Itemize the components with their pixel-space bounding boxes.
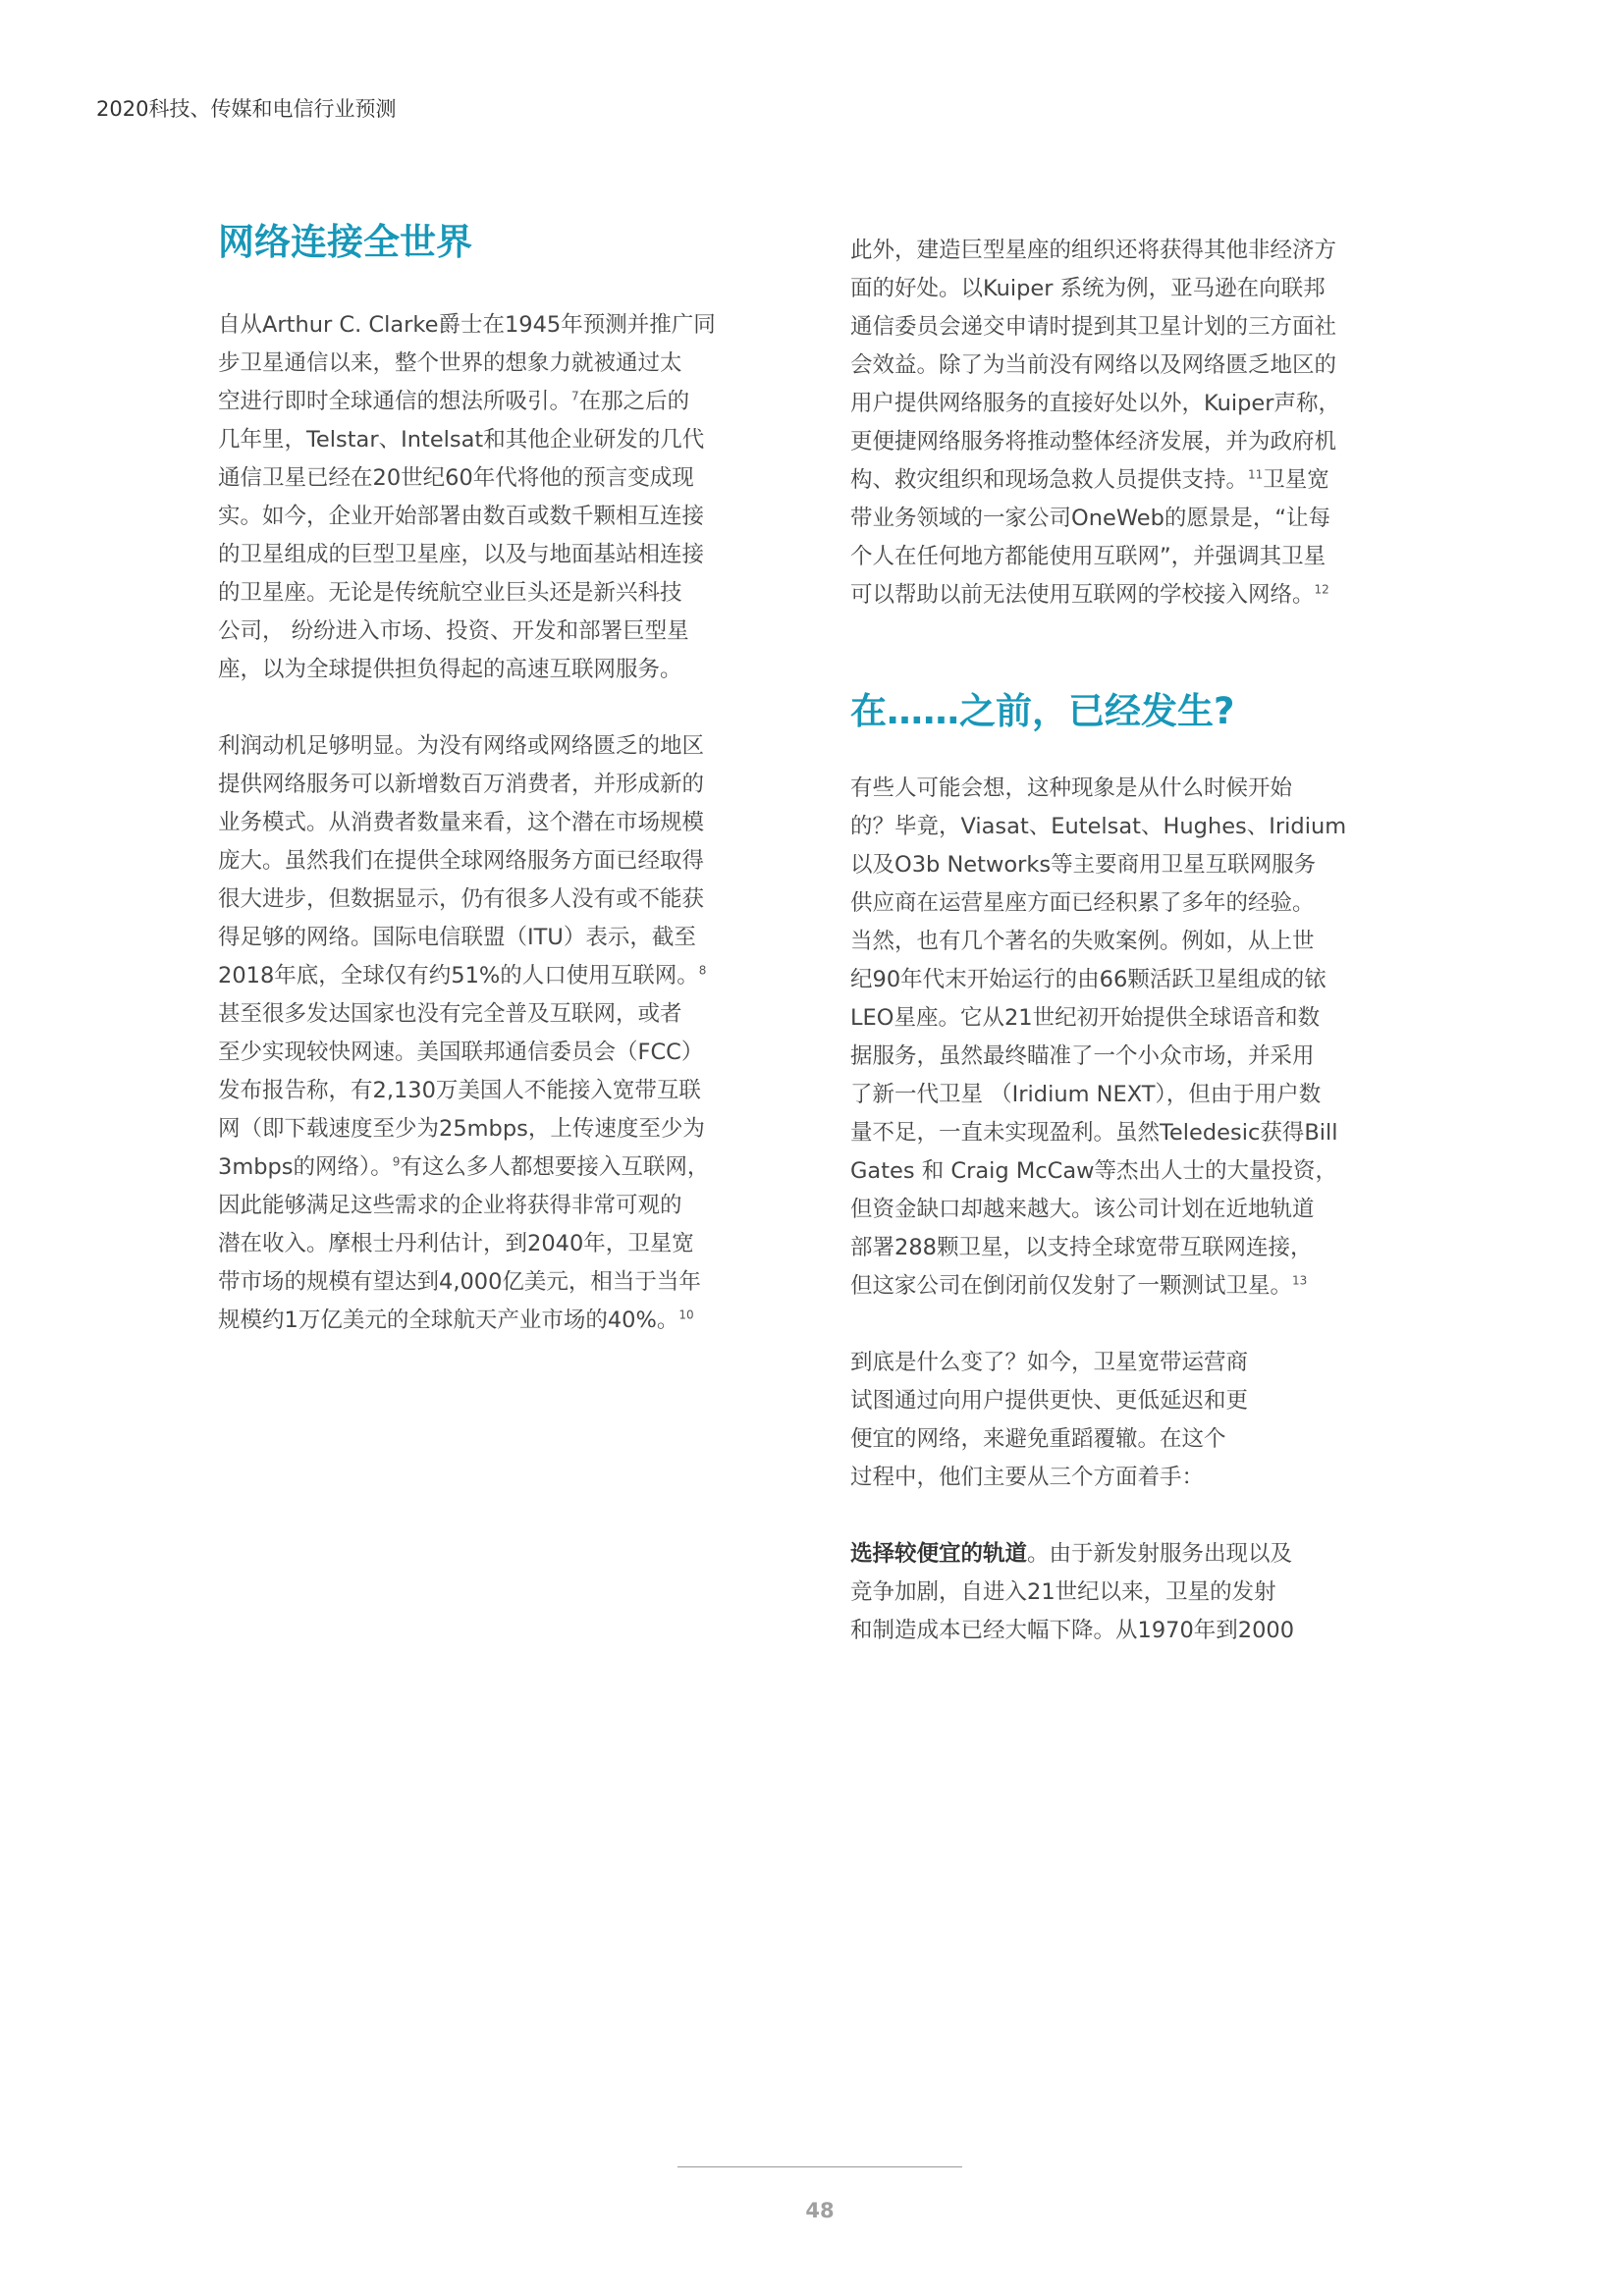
section-gap [850,614,1420,687]
text-line: 很大进步，但数据显示，仍有很多人没有或不能获 [218,886,705,912]
text-line: Gates 和 Craig McCaw等杰出人士的大量投资， [850,1158,1338,1184]
left-paragraph-2 [218,727,787,1340]
footnote-ref: 12 [1314,582,1329,597]
text-line: 几年里，Telstar、Intelsat和其他企业研发的几代 [218,427,705,453]
text-line: LEO星座。它从21世纪初开始提供全球语音和数 [850,1005,1321,1031]
footnote-ref: 9 [392,1154,401,1169]
text-span: 3mbps的网络）。 [218,1154,393,1180]
text-span: 。由于新发射服务出现以及 [1027,1541,1293,1567]
text-line: 以及O3b Networks等主要商用卫星互联网服务 [850,852,1317,878]
text-line: 用户提供网络服务的直接好处以外，Kuiper声称， [850,391,1341,416]
text-span: 空进行即时全球通信的想法所吸引。 [218,389,572,414]
text-line: 网（即下载速度至少为25mbps，上传速度至少为 [218,1116,705,1142]
text-line: 试图通过向用户提供更快、更低延迟和更 [850,1388,1249,1414]
text-line [850,461,1420,500]
text-span: 2018年底，全球仅有约51%的人口使用互联网。 [218,963,699,988]
right-paragraph-1 [850,232,1420,614]
right-paragraph-4 [850,1535,1420,1650]
text-line [218,1148,787,1187]
footer-divider [677,2166,962,2167]
section-heading-connect-world: 网络连接全世界 [218,221,472,263]
paragraph-gap [218,689,787,727]
text-line: 个人在任何地方都能使用互联网”，并强调其卫星 [850,544,1326,569]
text-span: 在那之后的 [578,389,690,414]
text-line: 带市场的规模有望达到4,000亿美元，相当于当年 [218,1269,701,1295]
text-span: 规模约1万亿美元的全球航天产业市场的40%。 [218,1308,679,1333]
footnote-ref: 7 [571,389,579,403]
text-line: 的？毕竟，Viasat、Eutelsat、Hughes、Iridium [850,814,1347,839]
running-header-title: 2020科技、传媒和电信行业预测 [96,97,397,121]
text-line: 据服务，虽然最终瞄准了一个小众市场，并采用 [850,1043,1315,1069]
text-line: 得足够的网络。国际电信联盟（ITU）表示，截至 [218,925,696,950]
left-column [218,218,787,1340]
text-line: 此外，建造巨型星座的组织还将获得其他非经济方 [850,238,1337,263]
text-line: 的卫星组成的巨型卫星座，以及与地面基站相连接 [218,542,705,567]
text-line: 步卫星通信以来，整个世界的想象力就被通过太 [218,350,682,376]
text-line: 自从Arthur C. Clarke爵士在1945年预测并推广同 [218,312,716,338]
text-line [218,1302,787,1340]
text-line: 甚至很多发达国家也没有完全普及互联网，或者 [218,1001,682,1027]
text-line: 供应商在运营星座方面已经积累了多年的经验。 [850,890,1315,916]
text-line: 座，以为全球提供担负得起的高速互联网服务。 [218,657,682,682]
text-line: 当然，也有几个著名的失败案例。例如，从上世 [850,929,1315,954]
right-paragraph-3 [850,1344,1420,1497]
text-line: 部署288颗卫星，以支持全球宽带互联网连接， [850,1235,1313,1260]
text-line: 公司， 纷纷进入市场、投资、开发和部署巨型星 [218,618,689,644]
text-line: 因此能够满足这些需求的企业将获得非常可观的 [218,1193,682,1218]
text-line: 实。如今，企业开始部署由数百或数千颗相互连接 [218,504,705,529]
text-span: 有这么多人都想要接入互联网， [400,1154,710,1180]
footnote-ref: 13 [1292,1273,1308,1288]
text-line: 业务模式。从消费者数量来看，这个潜在市场规模 [218,810,705,835]
text-line: 利润动机足够明显。为没有网络或网络匮乏的地区 [218,733,705,759]
text-line: 的卫星座。无论是传统航空业巨头还是新兴科技 [218,580,682,606]
text-line: 和制造成本已经大幅下降。从1970年到2000 [850,1618,1295,1643]
text-line: 潜在收入。摩根士丹利估计，到2040年，卫星宽 [218,1231,694,1256]
text-line: 到底是什么变了？如今，卫星宽带运营商 [850,1350,1249,1375]
text-line [218,383,787,421]
paragraph-gap [850,1306,1420,1344]
text-line [218,957,787,995]
footnote-ref: 10 [678,1308,694,1322]
text-line: 面的好处。以Kuiper 系统为例，亚马逊在向联邦 [850,276,1326,301]
text-line: 有些人可能会想，这种现象是从什么时候开始 [850,775,1293,801]
right-paragraph-2 [850,770,1420,1306]
text-line: 更便捷网络服务将推动整体经济发展，并为政府机 [850,429,1337,454]
footnote-ref: 8 [698,963,707,978]
text-line: 过程中，他们主要从三个方面着手： [850,1465,1205,1490]
text-line: 量不足，一直未实现盈利。虽然Teledesic获得Bill [850,1120,1338,1146]
text-line: 庞大。虽然我们在提供全球网络服务方面已经取得 [218,848,705,874]
text-line: 通信委员会递交申请时提到其卫星计划的三方面社 [850,314,1337,340]
paragraph-gap [850,1497,1420,1535]
text-span: 卫星宽 [1263,467,1329,493]
text-line [850,1535,1420,1574]
bold-lead-in: 选择较便宜的轨道 [850,1541,1028,1567]
text-line: 提供网络服务可以新增数百万消费者，并形成新的 [218,772,705,797]
page-number: 48 [805,2199,835,2222]
text-line: 至少实现较快网速。美国联邦通信委员会（FCC） [218,1040,704,1065]
text-line: 便宜的网络，来避免重蹈覆辙。在这个 [850,1426,1226,1452]
right-column [850,232,1420,1650]
text-line [850,1267,1420,1306]
text-line: 带业务领域的一家公司OneWeb的愿景是，“让每 [850,506,1331,531]
footnote-ref: 11 [1248,467,1264,482]
text-span: 但这家公司在倒闭前仅发射了一颗测试卫星。 [850,1273,1293,1299]
text-line: 会效益。除了为当前没有网络以及网络匮乏地区的 [850,352,1337,378]
text-line: 发布报告称，有2,130万美国人不能接入宽带互联 [218,1078,701,1103]
text-line: 纪90年代末开始运行的由66颗活跃卫星组成的铱 [850,967,1326,992]
text-line: 竞争加剧，自进入21世纪以来，卫星的发射 [850,1579,1276,1605]
text-span: 可以帮助以前无法使用互联网的学校接入网络。 [850,582,1315,608]
text-span: 构、救灾组织和现场急救人员提供支持。 [850,467,1249,493]
text-line [850,576,1420,614]
text-line: 了新一代卫星 （Iridium NEXT），但由于用户数 [850,1082,1322,1107]
text-line: 但资金缺口却越来越大。该公司计划在近地轨道 [850,1197,1315,1222]
text-line: 通信卫星已经在20世纪60年代将他的预言变成现 [218,465,694,491]
left-paragraph-1 [218,306,787,689]
section-heading-before-happened: 在……之前，已经发生? [850,690,1235,732]
